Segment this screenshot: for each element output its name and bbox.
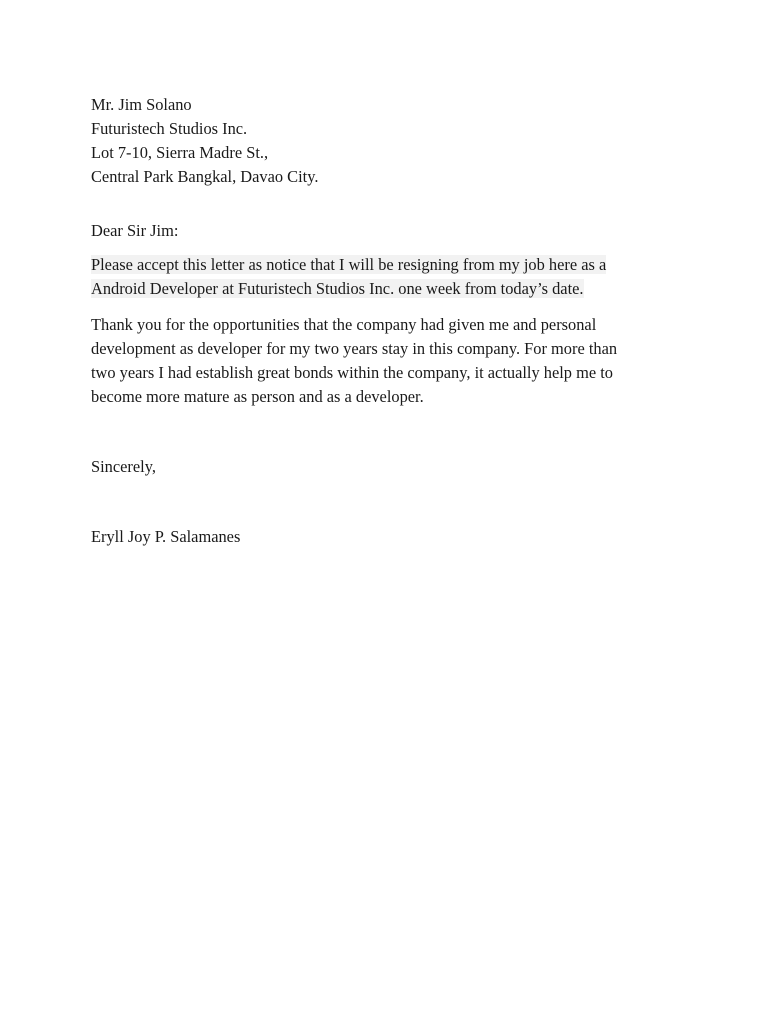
body-paragraph-1	[91, 253, 676, 302]
recipient-address-line-1: Lot 7-10, Sierra Madre St.,	[91, 143, 269, 162]
closing: Sincerely,	[91, 456, 156, 476]
salutation: Dear Sir Jim:	[91, 221, 179, 240]
paragraph-2-line-4: become more mature as person and as a developer.	[91, 387, 424, 407]
paragraph-2-line-3: two years I had establish great bonds within the company, it actually help me to	[91, 363, 613, 383]
paragraph-2-line-2: development as developer for my two years stay in this company. For more than	[91, 338, 618, 358]
signature-name: Eryll Joy P. Salamanes	[91, 526, 241, 546]
recipient-company: Futuristech Studios Inc.	[91, 119, 248, 138]
paragraph-2-line-1: Thank you for the opportunities that the company had given me and personal	[91, 314, 597, 334]
paragraph-1-line-2: Android Developer at Futuristech Studios Inc. one week from today’s date.	[91, 279, 584, 299]
body-paragraph-2	[91, 313, 676, 410]
recipient-address-line-2: Central Park Bangkal, Davao City.	[91, 167, 319, 186]
paragraph-1-line-1: Please accept this letter as notice that I will be resigning from my job here as a	[91, 255, 607, 274]
resignation-letter	[91, 93, 676, 549]
recipient-name: Mr. Jim Solano	[91, 95, 192, 114]
recipient-address-block	[91, 93, 676, 189]
